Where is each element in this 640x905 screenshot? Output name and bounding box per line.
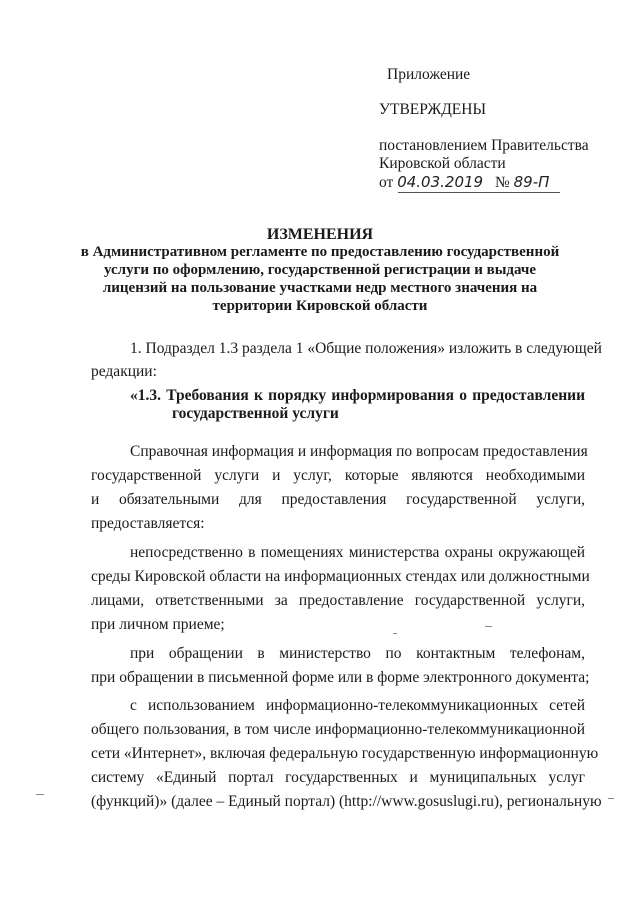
appendix-label: Приложение <box>387 66 471 83</box>
scan-speck <box>485 626 492 627</box>
decree-date-line <box>379 173 549 192</box>
decree-line-2: Кировской области <box>379 155 506 172</box>
approved-label: УТВЕРЖДЕНЫ <box>379 101 486 118</box>
paragraph-2-line-3: и обязательными для предоставления государственной услуги, <box>91 491 585 508</box>
number-prefix: № <box>494 174 510 191</box>
paragraph-5-line-3: сети «Интернет», включая федеральную государственную информационную <box>91 745 599 762</box>
paragraph-4-line-2: при обращении в письменной форме или в форме электронного документа; <box>91 669 590 686</box>
paragraph-4-line-1: при обращении в министерство по контактным телефонам, <box>130 645 585 662</box>
scan-speck <box>393 633 397 634</box>
title-line-4: территории Кировской области <box>212 298 428 314</box>
paragraph-1-line-2: редакции: <box>91 363 157 380</box>
paragraph-3-line-4: при личном приеме; <box>91 616 225 633</box>
subsection-heading-line-2: государственной услуги <box>172 405 339 422</box>
date-underline <box>398 192 560 193</box>
paragraph-2-line-2: государственной услуги и услуг, которые являются необходимыми <box>91 467 585 484</box>
document-heading: ИЗМЕНЕНИЯ <box>266 226 374 243</box>
title-line-3: лицензий на пользование участками недр местного значения на <box>102 280 538 296</box>
handwritten-number: 89-П <box>513 173 550 191</box>
paragraph-3-line-1: непосредственно в помещениях министерства охраны окружающей <box>130 544 585 561</box>
paragraph-3-line-2: среды Кировской области на информационных стендах или должностными <box>91 568 590 585</box>
paragraph-1-line-1: 1. Подраздел 1.3 раздела 1 «Общие положения» изложить в следующей <box>130 340 602 357</box>
paragraph-5-line-1: с использованием информационно-телекоммуникационных сетей <box>130 697 585 714</box>
subsection-heading-line-1: «1.3. Требования к порядку информирования о предоставлении <box>130 387 585 404</box>
title-line-2: услуги по оформлению, государственной регистрации и выдаче <box>103 262 537 278</box>
paragraph-5-line-5: (функций)» (далее – Единый портал) (http://www.gosuslugi.ru), региональную <box>91 793 602 810</box>
handwritten-date: 04.03.2019 <box>397 173 484 191</box>
paragraph-2-line-4: предоставляется: <box>91 515 205 532</box>
paragraph-3-line-3: лицами, ответственными за предоставление государственной услуги, <box>91 592 585 609</box>
paragraph-5-line-2: общего пользования, в том числе информационно-телекоммуникационной <box>91 721 585 738</box>
scan-speck <box>608 798 614 799</box>
paragraph-2-line-1: Справочная информация и информация по вопросам предоставления <box>130 443 588 460</box>
decree-line-1: постановлением Правительства <box>379 137 589 154</box>
title-line-1: в Административном регламенте по предоставлению государственной <box>80 244 560 260</box>
scan-speck <box>36 794 44 795</box>
date-prefix: от <box>379 174 394 191</box>
paragraph-5-line-4: систему «Единый портал государственных и муниципальных услуг <box>91 769 585 786</box>
